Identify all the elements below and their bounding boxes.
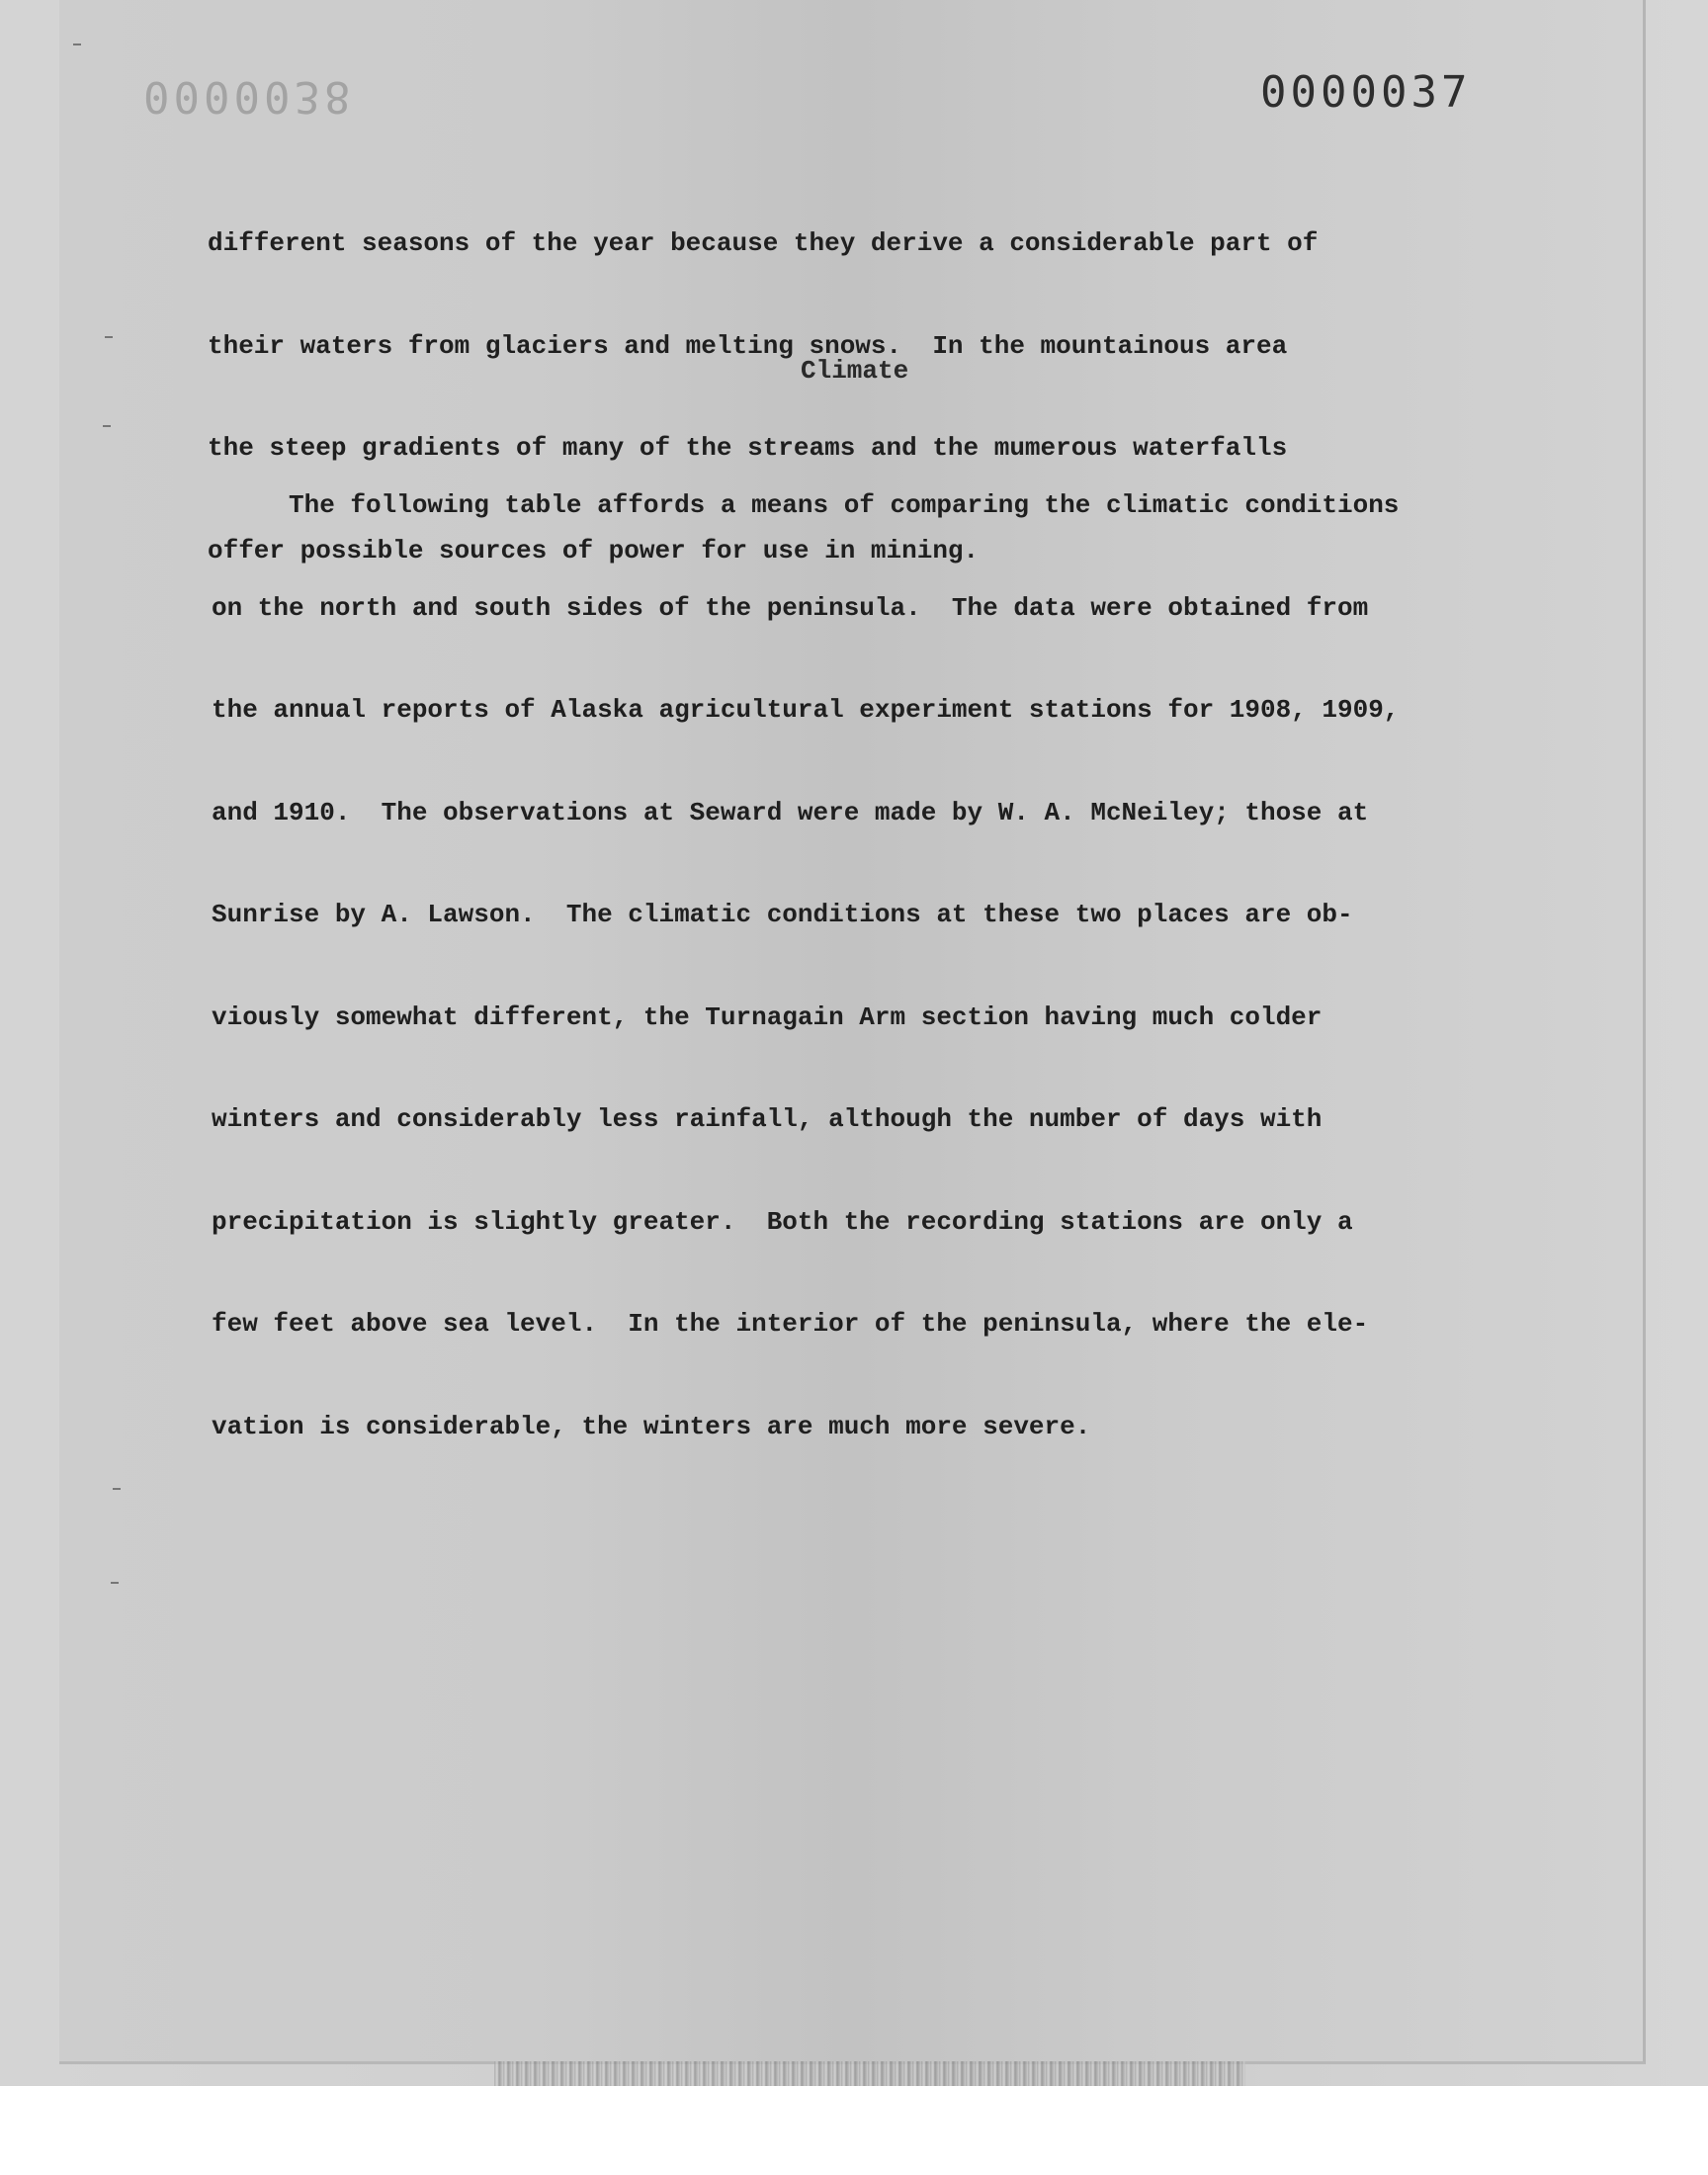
- text-line: offer possible sources of power for use in mining.: [208, 535, 980, 566]
- text-line: few feet above sea level. In the interior of the peninsula, where the ele-: [212, 1309, 1369, 1339]
- text-line: vation is considerable, the winters are much more severe.: [212, 1411, 1091, 1441]
- margin-mark: [105, 336, 113, 338]
- text-line: their waters from glaciers and melting snows. In the mountainous area: [208, 330, 1288, 361]
- text-line: The following table affords a means of comparing the climatic conditions: [212, 490, 1400, 520]
- margin-mark: [113, 1488, 121, 1490]
- text-line: the annual reports of Alaska agricultural experiment stations for 1908, 1909,: [212, 695, 1400, 725]
- page-number-stamp: 0000037: [1260, 67, 1472, 118]
- climate-paragraph: [212, 420, 1399, 1478]
- margin-mark: [103, 425, 111, 427]
- text-line: winters and considerably less rainfall, although the number of days with: [212, 1104, 1323, 1134]
- text-line: viously somewhat different, the Turnagain Arm section having much colder: [212, 1001, 1323, 1032]
- page-stamp-mirrored: 0000038: [143, 71, 355, 122]
- text-line: precipitation is slightly greater. Both the recording stations are only a: [212, 1206, 1353, 1237]
- text-line: and 1910. The observations at Seward were made by W. A. McNeiley; those at: [212, 797, 1369, 827]
- text-line: Sunrise by A. Lawson. The climatic conditions at these two places are ob-: [212, 900, 1353, 929]
- margin-mark: [111, 1582, 119, 1584]
- section-heading-climate: Climate: [801, 356, 909, 386]
- margin-mark: [73, 44, 81, 45]
- text-line: the steep gradients of many of the streams and the mumerous waterfalls: [208, 433, 1288, 463]
- text-line: different seasons of the year because they derive a considerable part of: [208, 228, 1319, 258]
- scan-artifact: [494, 2061, 1245, 2086]
- text-line: on the north and south sides of the peninsula. The data were obtained from: [212, 592, 1369, 623]
